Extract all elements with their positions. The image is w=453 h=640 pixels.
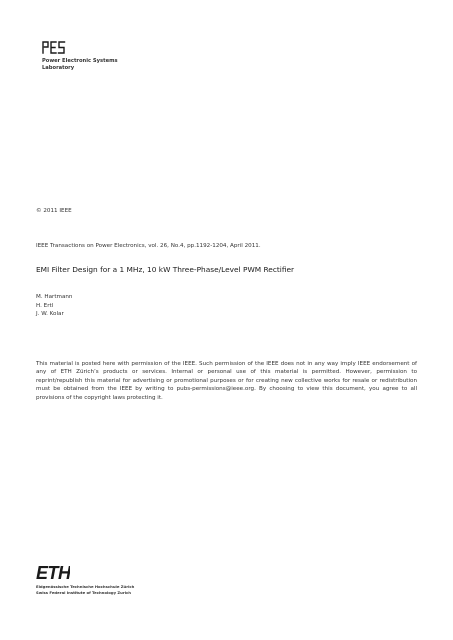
paper-title: EMI Filter Design for a 1 MHz, 10 kW Three-Phase/Level PWM Rectifier xyxy=(36,265,295,274)
permission-notice: This material is posted here with permission of the IEEE. Such permission of the IEEE does not in any way imply IEEE endorsement of any of ETH Zürich’s products or services. Internal or personal use of this material is permitted. However, permission to reprint/republish this material for advertising or promotional purposes or for creating new collective works for resale or redistribution must be obtained from the IEEE by writing to pubs-permissions@ieee.org. By choosing to view this document, you agree to all provisions of the copyright laws protecting it. xyxy=(36,361,417,401)
institution-name xyxy=(36,584,134,596)
copyright-notice: © 2011 IEEE xyxy=(36,208,72,214)
institution-name-line2: Swiss Federal Institute of Technology Zurich xyxy=(36,590,131,595)
institution-name-line1: Eidgenössische Technische Hochschule Zürich xyxy=(36,584,135,589)
lab-name-line2: Laboratory xyxy=(42,65,75,71)
pes-logo-icon xyxy=(42,40,66,54)
publication-citation: IEEE Transactions on Power Electronics, vol. 26, No.4, pp.1192-1204, April 2011. xyxy=(36,243,261,249)
author-name: H. Ertl xyxy=(36,302,54,309)
author-name: M. Hartmann xyxy=(36,294,73,300)
eth-logo-icon xyxy=(36,564,70,581)
lab-name-line1: Power Electronic Systems xyxy=(42,58,118,64)
lab-name xyxy=(42,58,118,72)
eth-logo-text: ETH xyxy=(36,564,70,581)
author-list xyxy=(36,293,72,319)
author-name: J. W. Kolar xyxy=(36,311,64,318)
